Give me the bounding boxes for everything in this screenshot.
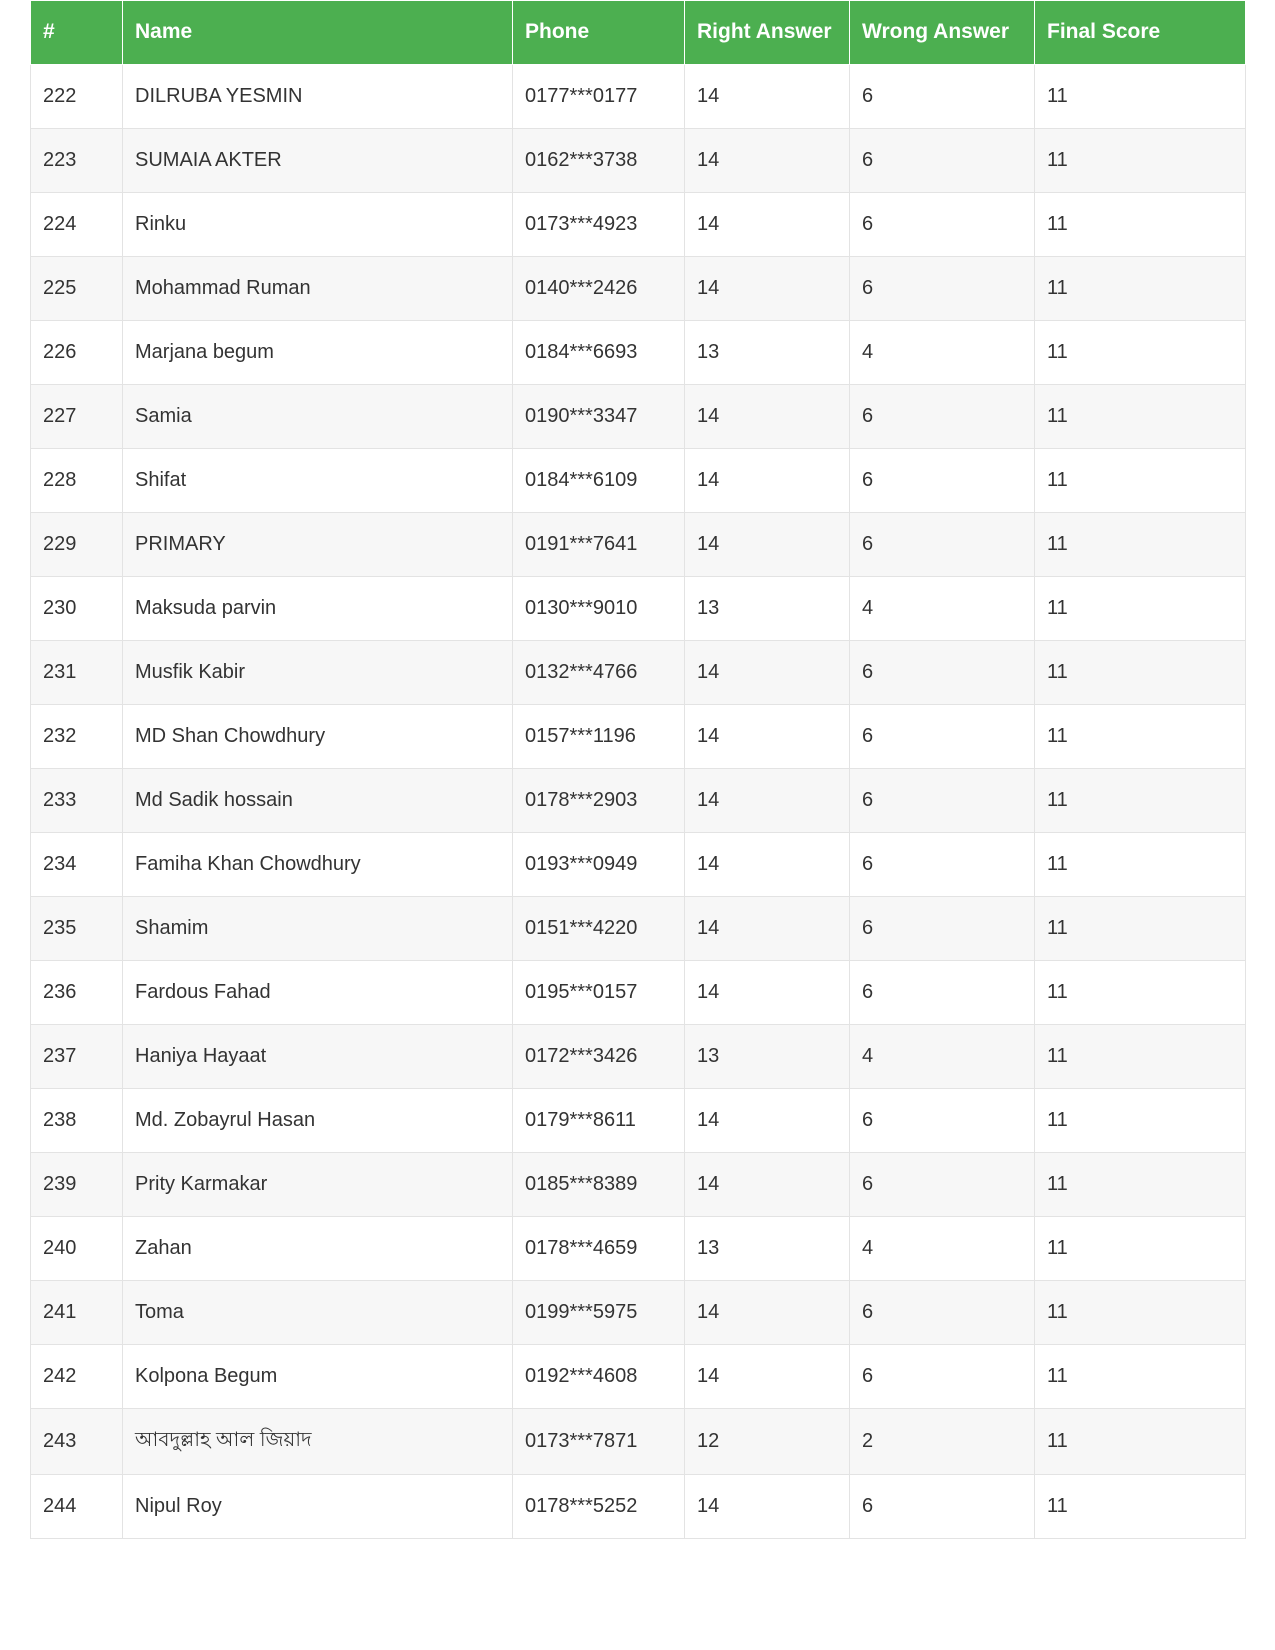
cell-right: 13 xyxy=(685,321,850,385)
cell-wrong: 6 xyxy=(850,641,1035,705)
cell-wrong: 6 xyxy=(850,961,1035,1025)
cell-phone: 0179***8611 xyxy=(513,1089,685,1153)
cell-right: 14 xyxy=(685,257,850,321)
table-row xyxy=(31,705,1246,769)
cell-final: 11 xyxy=(1035,129,1246,193)
score-table xyxy=(30,0,1246,1539)
table-row xyxy=(31,65,1246,129)
cell-right: 12 xyxy=(685,1409,850,1475)
table-row xyxy=(31,961,1246,1025)
cell-phone: 0190***3347 xyxy=(513,385,685,449)
cell-wrong: 4 xyxy=(850,321,1035,385)
cell-final: 11 xyxy=(1035,449,1246,513)
column-header-phone: Phone xyxy=(513,1,685,65)
cell-final: 11 xyxy=(1035,1345,1246,1409)
cell-right: 14 xyxy=(685,65,850,129)
cell-final: 11 xyxy=(1035,513,1246,577)
cell-right: 14 xyxy=(685,705,850,769)
cell-final: 11 xyxy=(1035,1475,1246,1539)
cell-final: 11 xyxy=(1035,321,1246,385)
cell-index: 225 xyxy=(31,257,123,321)
cell-phone: 0173***7871 xyxy=(513,1409,685,1475)
cell-final: 11 xyxy=(1035,577,1246,641)
cell-index: 222 xyxy=(31,65,123,129)
cell-phone: 0140***2426 xyxy=(513,257,685,321)
cell-right: 14 xyxy=(685,1089,850,1153)
table-header xyxy=(31,1,1246,65)
cell-index: 226 xyxy=(31,321,123,385)
cell-index: 234 xyxy=(31,833,123,897)
cell-phone: 0162***3738 xyxy=(513,129,685,193)
cell-right: 14 xyxy=(685,769,850,833)
cell-name: PRIMARY xyxy=(123,513,513,577)
table-row xyxy=(31,641,1246,705)
cell-phone: 0185***8389 xyxy=(513,1153,685,1217)
cell-name: Md. Zobayrul Hasan xyxy=(123,1089,513,1153)
table-row xyxy=(31,1089,1246,1153)
cell-index: 224 xyxy=(31,193,123,257)
cell-name: Rinku xyxy=(123,193,513,257)
cell-final: 11 xyxy=(1035,1025,1246,1089)
cell-index: 227 xyxy=(31,385,123,449)
cell-right: 14 xyxy=(685,897,850,961)
cell-name: Toma xyxy=(123,1281,513,1345)
cell-name: MD Shan Chowdhury xyxy=(123,705,513,769)
table-row xyxy=(31,1281,1246,1345)
cell-right: 13 xyxy=(685,1025,850,1089)
cell-name: Marjana begum xyxy=(123,321,513,385)
table-row xyxy=(31,1409,1246,1475)
table-header-row xyxy=(31,1,1246,65)
table-row xyxy=(31,321,1246,385)
cell-index: 243 xyxy=(31,1409,123,1475)
cell-name: Kolpona Begum xyxy=(123,1345,513,1409)
table-row xyxy=(31,257,1246,321)
cell-final: 11 xyxy=(1035,1409,1246,1475)
cell-name: Haniya Hayaat xyxy=(123,1025,513,1089)
cell-wrong: 6 xyxy=(850,897,1035,961)
cell-right: 14 xyxy=(685,1345,850,1409)
cell-final: 11 xyxy=(1035,641,1246,705)
cell-final: 11 xyxy=(1035,1217,1246,1281)
cell-wrong: 6 xyxy=(850,1475,1035,1539)
cell-right: 14 xyxy=(685,449,850,513)
cell-name: Famiha Khan Chowdhury xyxy=(123,833,513,897)
column-header-final-score: Final Score xyxy=(1035,1,1246,65)
cell-phone: 0173***4923 xyxy=(513,193,685,257)
cell-final: 11 xyxy=(1035,705,1246,769)
cell-name: Md Sadik hossain xyxy=(123,769,513,833)
cell-wrong: 6 xyxy=(850,513,1035,577)
cell-right: 14 xyxy=(685,641,850,705)
cell-index: 232 xyxy=(31,705,123,769)
cell-index: 238 xyxy=(31,1089,123,1153)
cell-index: 223 xyxy=(31,129,123,193)
cell-right: 14 xyxy=(685,193,850,257)
cell-index: 237 xyxy=(31,1025,123,1089)
cell-right: 14 xyxy=(685,129,850,193)
cell-index: 229 xyxy=(31,513,123,577)
cell-right: 14 xyxy=(685,513,850,577)
table-row xyxy=(31,1217,1246,1281)
table-row xyxy=(31,385,1246,449)
cell-name: Musfik Kabir xyxy=(123,641,513,705)
table-body xyxy=(31,65,1246,1539)
cell-phone: 0178***5252 xyxy=(513,1475,685,1539)
cell-index: 242 xyxy=(31,1345,123,1409)
cell-wrong: 6 xyxy=(850,833,1035,897)
cell-name: Maksuda parvin xyxy=(123,577,513,641)
table-row xyxy=(31,193,1246,257)
column-header-wrong-answer: Wrong Answer xyxy=(850,1,1035,65)
cell-right: 14 xyxy=(685,1153,850,1217)
cell-index: 236 xyxy=(31,961,123,1025)
table-row xyxy=(31,1153,1246,1217)
cell-final: 11 xyxy=(1035,385,1246,449)
cell-wrong: 6 xyxy=(850,769,1035,833)
cell-name: Prity Karmakar xyxy=(123,1153,513,1217)
cell-index: 240 xyxy=(31,1217,123,1281)
cell-final: 11 xyxy=(1035,769,1246,833)
cell-final: 11 xyxy=(1035,193,1246,257)
cell-wrong: 6 xyxy=(850,129,1035,193)
cell-index: 228 xyxy=(31,449,123,513)
cell-phone: 0178***4659 xyxy=(513,1217,685,1281)
table-row xyxy=(31,897,1246,961)
cell-name: DILRUBA YESMIN xyxy=(123,65,513,129)
cell-phone: 0184***6109 xyxy=(513,449,685,513)
cell-phone: 0178***2903 xyxy=(513,769,685,833)
cell-name: Mohammad Ruman xyxy=(123,257,513,321)
cell-phone: 0151***4220 xyxy=(513,897,685,961)
cell-phone: 0199***5975 xyxy=(513,1281,685,1345)
table-row xyxy=(31,129,1246,193)
table-row xyxy=(31,449,1246,513)
cell-right: 13 xyxy=(685,1217,850,1281)
cell-wrong: 6 xyxy=(850,65,1035,129)
table-row xyxy=(31,513,1246,577)
cell-phone: 0191***7641 xyxy=(513,513,685,577)
cell-index: 231 xyxy=(31,641,123,705)
cell-phone: 0193***0949 xyxy=(513,833,685,897)
cell-wrong: 4 xyxy=(850,1217,1035,1281)
table-row xyxy=(31,1025,1246,1089)
cell-name: Zahan xyxy=(123,1217,513,1281)
cell-wrong: 6 xyxy=(850,449,1035,513)
cell-index: 244 xyxy=(31,1475,123,1539)
table-row xyxy=(31,833,1246,897)
cell-phone: 0157***1196 xyxy=(513,705,685,769)
cell-index: 233 xyxy=(31,769,123,833)
cell-phone: 0172***3426 xyxy=(513,1025,685,1089)
cell-name: SUMAIA AKTER xyxy=(123,129,513,193)
cell-wrong: 2 xyxy=(850,1409,1035,1475)
cell-right: 13 xyxy=(685,577,850,641)
cell-name: Nipul Roy xyxy=(123,1475,513,1539)
cell-wrong: 6 xyxy=(850,705,1035,769)
cell-phone: 0177***0177 xyxy=(513,65,685,129)
cell-right: 14 xyxy=(685,385,850,449)
cell-final: 11 xyxy=(1035,833,1246,897)
cell-right: 14 xyxy=(685,1475,850,1539)
cell-final: 11 xyxy=(1035,257,1246,321)
cell-right: 14 xyxy=(685,961,850,1025)
cell-final: 11 xyxy=(1035,961,1246,1025)
cell-name: Fardous Fahad xyxy=(123,961,513,1025)
cell-index: 230 xyxy=(31,577,123,641)
cell-index: 239 xyxy=(31,1153,123,1217)
cell-final: 11 xyxy=(1035,1153,1246,1217)
column-header-index: # xyxy=(31,1,123,65)
cell-wrong: 6 xyxy=(850,257,1035,321)
cell-name: Samia xyxy=(123,385,513,449)
cell-wrong: 6 xyxy=(850,193,1035,257)
cell-name: Shifat xyxy=(123,449,513,513)
cell-phone: 0132***4766 xyxy=(513,641,685,705)
cell-name: Shamim xyxy=(123,897,513,961)
table-row xyxy=(31,1475,1246,1539)
cell-phone: 0192***4608 xyxy=(513,1345,685,1409)
cell-phone: 0195***0157 xyxy=(513,961,685,1025)
cell-phone: 0130***9010 xyxy=(513,577,685,641)
cell-wrong: 6 xyxy=(850,1089,1035,1153)
table-row xyxy=(31,1345,1246,1409)
cell-wrong: 6 xyxy=(850,1281,1035,1345)
cell-wrong: 4 xyxy=(850,577,1035,641)
cell-wrong: 6 xyxy=(850,1345,1035,1409)
cell-wrong: 4 xyxy=(850,1025,1035,1089)
cell-index: 235 xyxy=(31,897,123,961)
column-header-name: Name xyxy=(123,1,513,65)
table-row xyxy=(31,577,1246,641)
cell-final: 11 xyxy=(1035,65,1246,129)
cell-phone: 0184***6693 xyxy=(513,321,685,385)
cell-final: 11 xyxy=(1035,1281,1246,1345)
cell-index: 241 xyxy=(31,1281,123,1345)
cell-wrong: 6 xyxy=(850,1153,1035,1217)
cell-right: 14 xyxy=(685,1281,850,1345)
cell-right: 14 xyxy=(685,833,850,897)
cell-name: আবদুল্লাহ আল জিয়াদ xyxy=(123,1409,513,1475)
cell-final: 11 xyxy=(1035,1089,1246,1153)
cell-final: 11 xyxy=(1035,897,1246,961)
column-header-right-answer: Right Answer xyxy=(685,1,850,65)
table-row xyxy=(31,769,1246,833)
cell-wrong: 6 xyxy=(850,385,1035,449)
